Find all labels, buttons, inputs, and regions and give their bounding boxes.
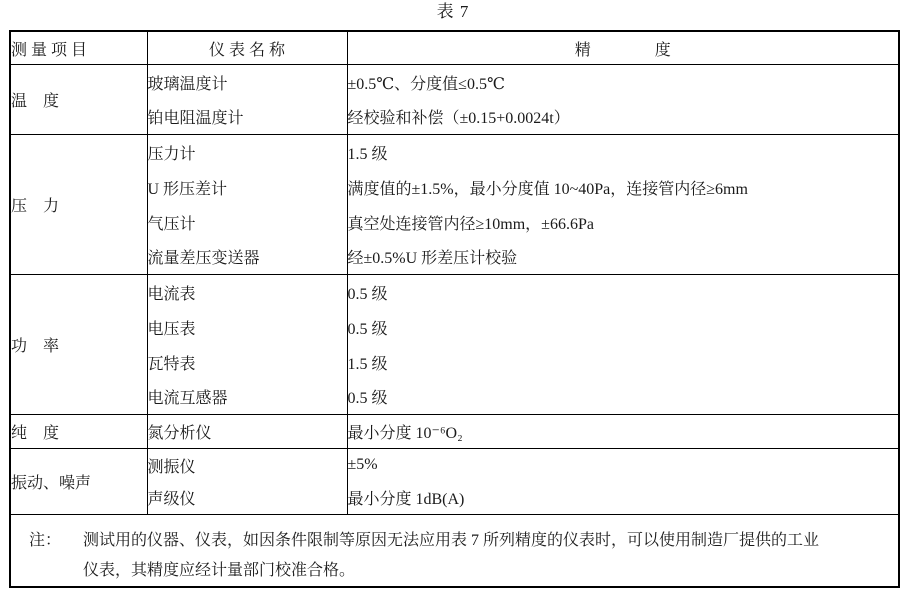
instrument-name-cell: 电流互感器 (147, 380, 347, 415)
accuracy-table (9, 30, 900, 588)
measurement-item-cell: 振动、噪声 (10, 449, 147, 515)
precision-cell: 1.5 级 (347, 355, 388, 373)
precision-cell: 满度值的±1.5%，最小分度值 10~40Pa，连接管内径≥6mm (347, 180, 748, 198)
table-note-cell (10, 515, 899, 588)
instrument-name-cell: 玻璃温度计 (147, 65, 347, 100)
column-header-measurement-item: 测 量 项 目 (10, 31, 147, 65)
precision-cell: 0.5 级 (347, 320, 388, 338)
table-header-row (10, 31, 899, 65)
measurement-item-cell: 纯 度 (10, 415, 147, 449)
table-row (10, 415, 899, 449)
precision-cell: 最小分度 1dB(A) (347, 491, 465, 509)
table-row (10, 65, 899, 100)
instrument-name-cell: 电压表 (147, 310, 347, 345)
precision-cell: 真空处连接管内径≥10mm，±66.6Pa (347, 215, 594, 233)
measurement-item-cell: 温 度 (10, 65, 147, 135)
instrument-name-cell: 气压计 (147, 205, 347, 240)
table-note (11, 515, 898, 586)
measurement-item-cell: 功 率 (10, 275, 147, 415)
table-row (10, 275, 899, 310)
precision-cell: ±5% (347, 449, 899, 482)
instrument-name-cell: 流量差压变送器 (147, 240, 347, 275)
instrument-name-cell: 声级仪 (147, 482, 347, 515)
instrument-name-cell: 电流表 (147, 275, 347, 310)
precision-cell: 经校验和补偿（±0.15+0.0024t） (347, 110, 570, 128)
precision-cell: 0.5 级 (347, 275, 899, 310)
column-header-instrument-name: 仪 表 名 称 (147, 31, 347, 65)
precision-cell: 0.5 级 (347, 390, 388, 408)
precision-cell: 最小分度 10⁻⁶O₂ (347, 415, 899, 449)
instrument-name-cell: 测振仪 (147, 449, 347, 482)
instrument-name-cell: 瓦特表 (147, 345, 347, 380)
note-label: 注： (29, 532, 62, 549)
table-row (10, 449, 899, 482)
note-text (83, 526, 884, 586)
instrument-name-cell: 压力计 (147, 135, 347, 170)
precision-cell: 1.5 级 (347, 135, 899, 170)
measurement-item-cell: 压 力 (10, 135, 147, 275)
instrument-name-cell: 铂电阻温度计 (147, 100, 347, 135)
column-header-precision: 精 度 (347, 31, 899, 65)
instrument-name-cell: U 形压差计 (147, 170, 347, 205)
precision-cell: 经±0.5%U 形差压计校验 (347, 250, 518, 268)
instrument-name-cell: 氮分析仪 (147, 415, 347, 449)
table-title: 表 7 (436, 2, 470, 21)
note-line-2: 仪表，其精度应经计量部门校准合格。 (83, 562, 356, 579)
precision-cell: ±0.5℃、分度值≤0.5℃ (347, 65, 899, 100)
note-line-1: 测试用的仪器、仪表，如因条件限制等原因无法应用表 7 所列精度的仪表时，可以使用制造厂提供的工业 (83, 532, 820, 549)
table-row (10, 135, 899, 170)
table-note-row (10, 515, 899, 588)
